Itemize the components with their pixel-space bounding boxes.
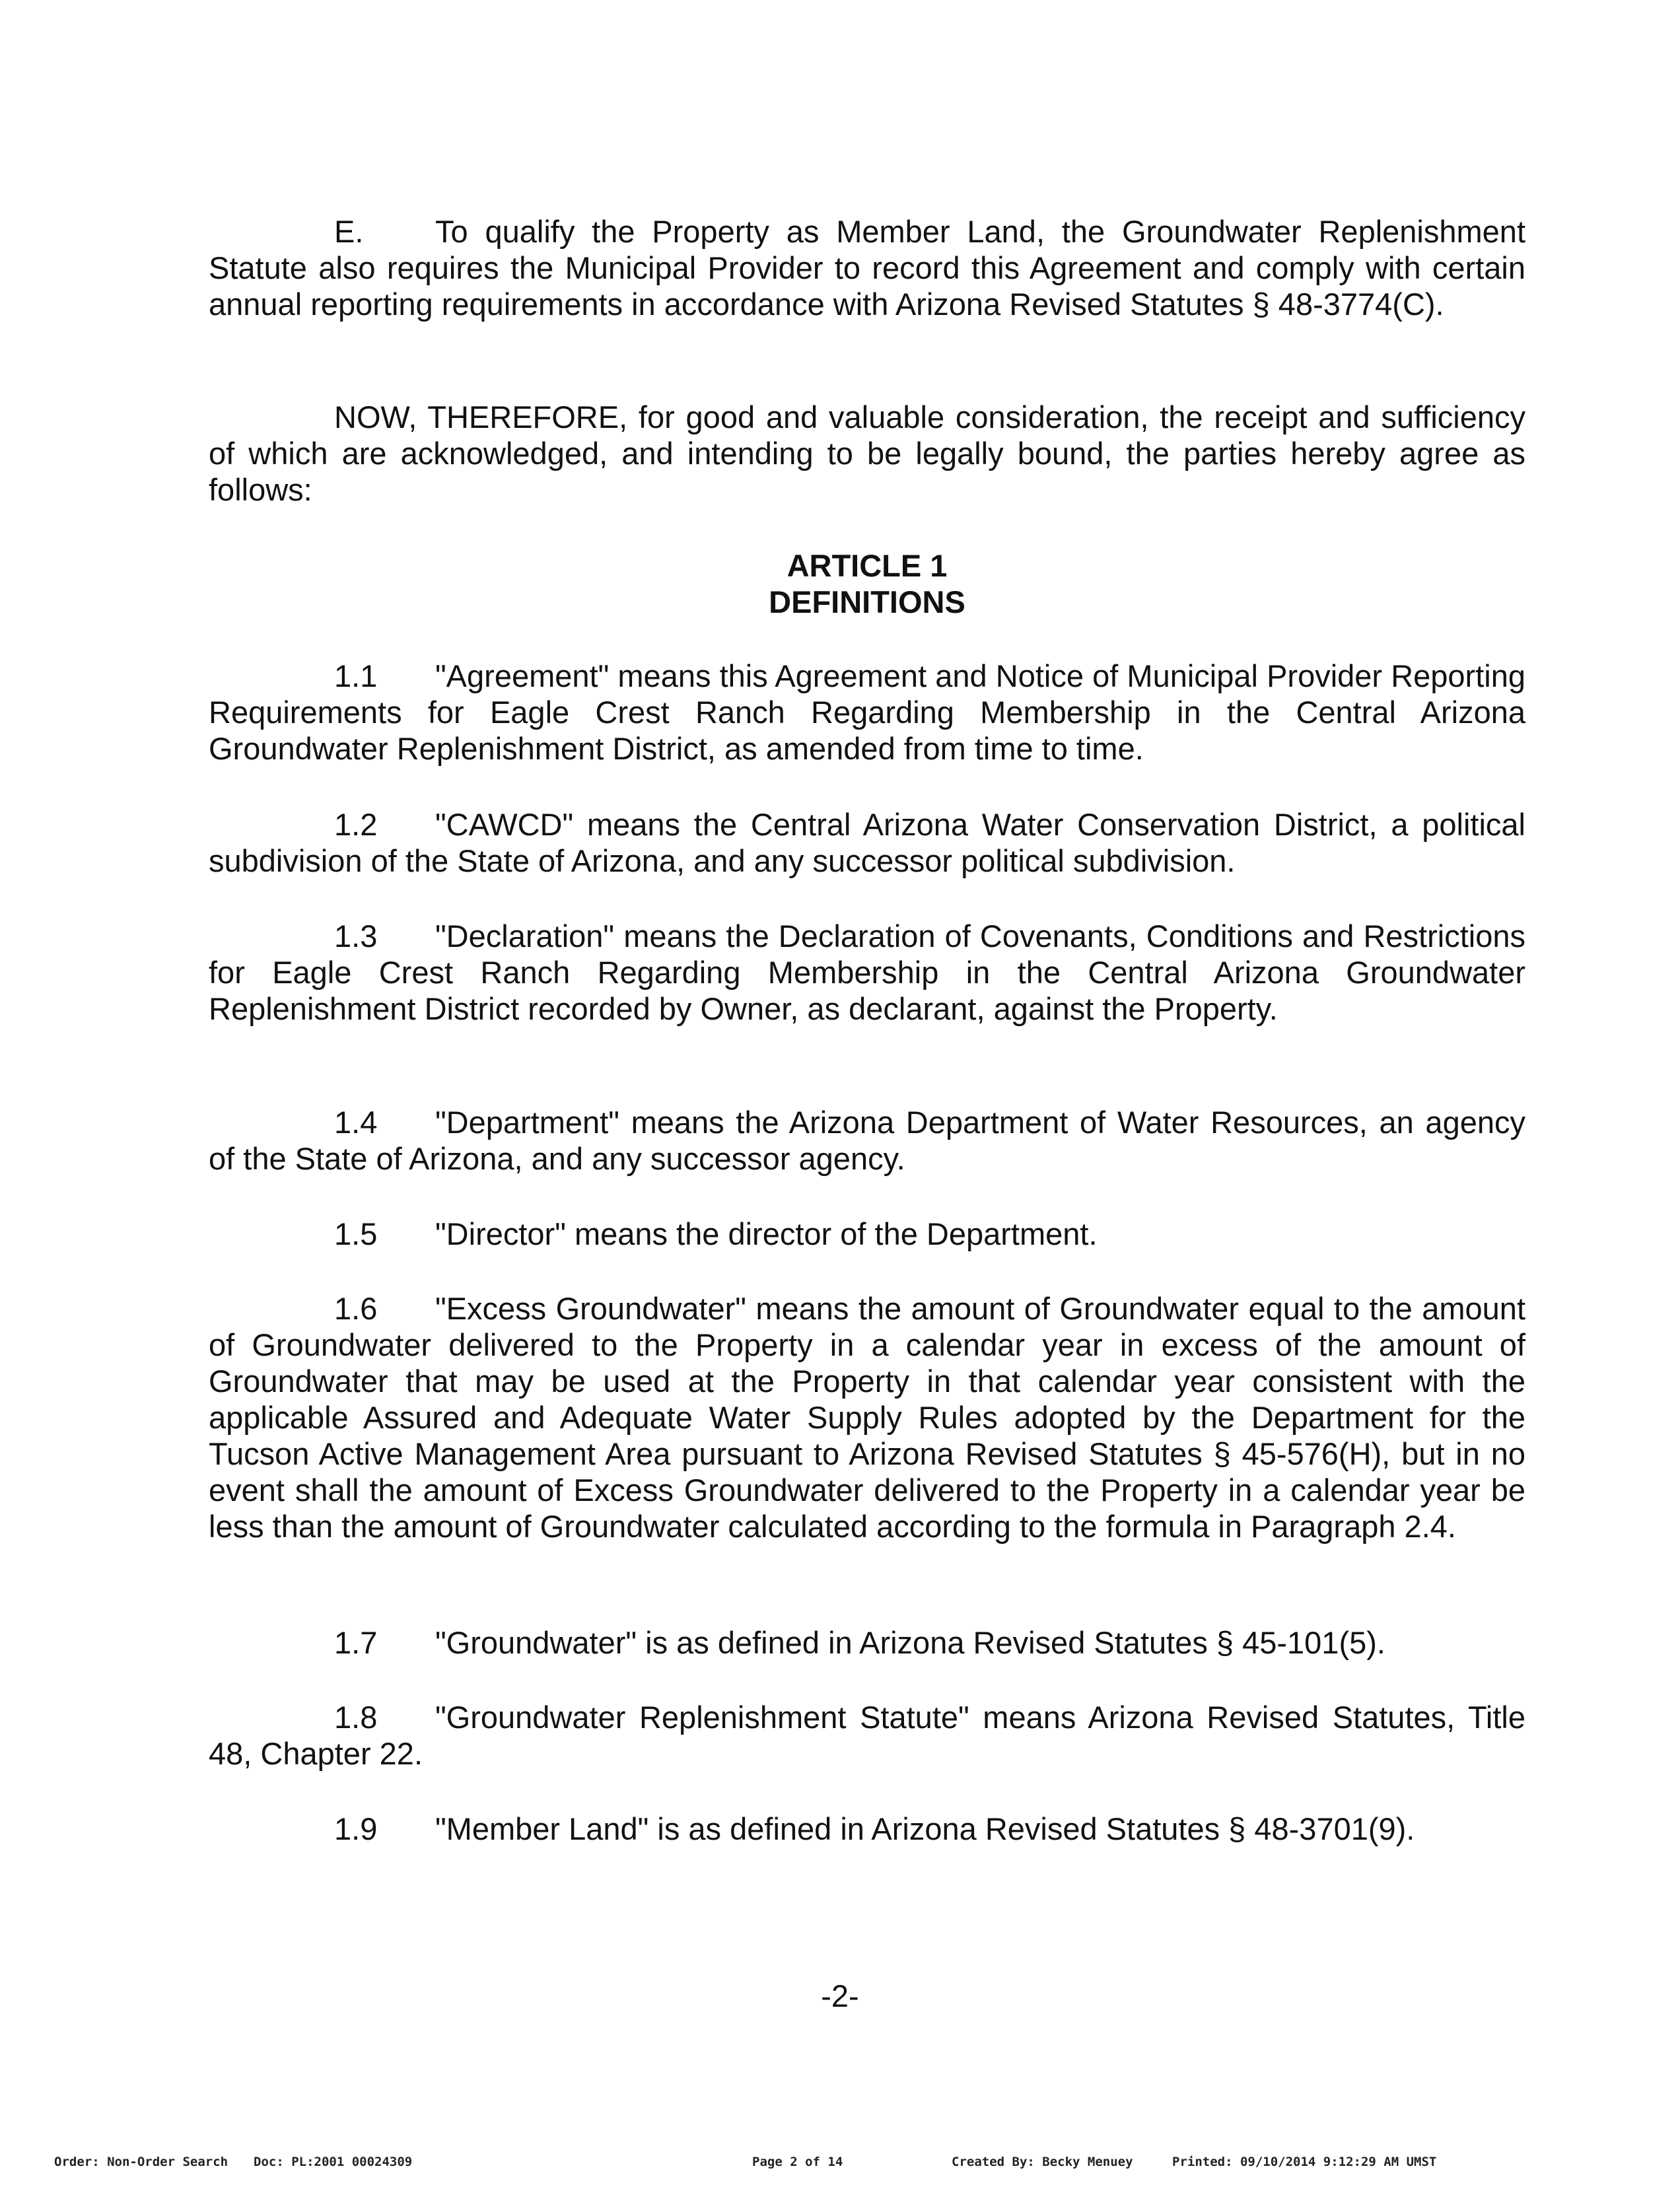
definition-text: "Department" means the Arizona Department of Water Resources, an agency of the State of Arizona, and any successor agency.	[209, 1105, 1525, 1176]
definition-1-2	[209, 806, 1525, 879]
definition-number: 1.3	[334, 919, 378, 954]
definition-number: 1.7	[334, 1625, 378, 1660]
definition-1-5	[209, 1216, 1525, 1252]
recital-e-number: E.	[334, 214, 364, 249]
recital-e-text: To qualify the Property as Member Land, the Groundwater Replenishment Statute also requires the Municipal Provider to record this Agreement and comply with certain annual reporting requirements in accordance with Arizona Revised Statutes § 48-3774(C).	[209, 214, 1525, 322]
definition-1-8	[209, 1699, 1525, 1772]
definition-number: 1.9	[334, 1811, 378, 1846]
footer-created-by: Created By: Becky Menuey	[952, 2155, 1133, 2169]
article-title: ARTICLE 1	[787, 548, 948, 583]
definition-text: "Member Land" is as defined in Arizona Revised Statutes § 48-3701(9).	[435, 1811, 1415, 1846]
definition-1-4	[209, 1104, 1525, 1177]
definition-number: 1.1	[334, 658, 378, 693]
definition-text: "Director" means the director of the Department.	[435, 1216, 1098, 1251]
definition-text: "Groundwater" is as defined in Arizona Revised Statutes § 45-101(5).	[435, 1625, 1385, 1660]
footer-doc: Doc: PL:2001 00024309	[254, 2155, 413, 2169]
definition-text: "CAWCD" means the Central Arizona Water Conservation District, a political subdivision of the State of Arizona, and any successor political subdivision.	[209, 807, 1525, 878]
definition-1-7	[209, 1624, 1525, 1661]
page-number: -2-	[821, 1978, 859, 2013]
footer-printed: Printed: 09/10/2014 9:12:29 AM UMST	[1172, 2155, 1437, 2169]
recital-e	[209, 213, 1525, 322]
definition-text: "Agreement" means this Agreement and Notice of Municipal Provider Reporting Requirements for Eagle Crest Ranch Regarding Membership in the Central Arizona Groundwater Replenishment District, as amended from time to time.	[209, 658, 1525, 766]
definition-1-3	[209, 918, 1525, 1027]
definition-number: 1.5	[334, 1216, 378, 1251]
definition-1-6	[209, 1290, 1525, 1545]
now-therefore-clause: NOW, THEREFORE, for good and valuable consideration, the receipt and sufficiency of which are acknowledged, and intending to be legally bound, the parties hereby agree as follows:	[209, 399, 1525, 507]
footer-page: Page 2 of 14	[752, 2155, 843, 2169]
definition-1-9	[209, 1811, 1525, 1847]
article-subtitle: DEFINITIONS	[769, 584, 965, 619]
footer-order: Order: Non-Order Search	[54, 2155, 228, 2169]
definition-text: "Excess Groundwater" means the amount of Groundwater equal to the amount of Groundwater delivered to the Property in a calendar year in excess of the amount of Groundwater that may be used at the Property in that calendar year consistent with the applicable Assured and Adequate Water Supply Rules adopted by the Department for the Tucson Active Management Area pursuant to Arizona Revised Statutes § 45-576(H), but in no event shall the amount of Excess Groundwater delivered to the Property in a calendar year be less than the amount of Groundwater calculated according to the formula in Paragraph 2.4.	[209, 1291, 1525, 1544]
definition-text: "Declaration" means the Declaration of Covenants, Conditions and Restrictions for Eagle Crest Ranch Regarding Membership in the Central Arizona Groundwater Replenishment District recorded by Owner, as declarant, against the Property.	[209, 919, 1525, 1026]
definition-1-1	[209, 658, 1525, 767]
definition-number: 1.8	[334, 1700, 378, 1735]
definition-text: "Groundwater Replenishment Statute" means Arizona Revised Statutes, Title 48, Chapter 22.	[209, 1700, 1525, 1771]
definition-number: 1.4	[334, 1105, 378, 1140]
definition-number: 1.2	[334, 807, 378, 842]
definition-number: 1.6	[334, 1291, 378, 1326]
